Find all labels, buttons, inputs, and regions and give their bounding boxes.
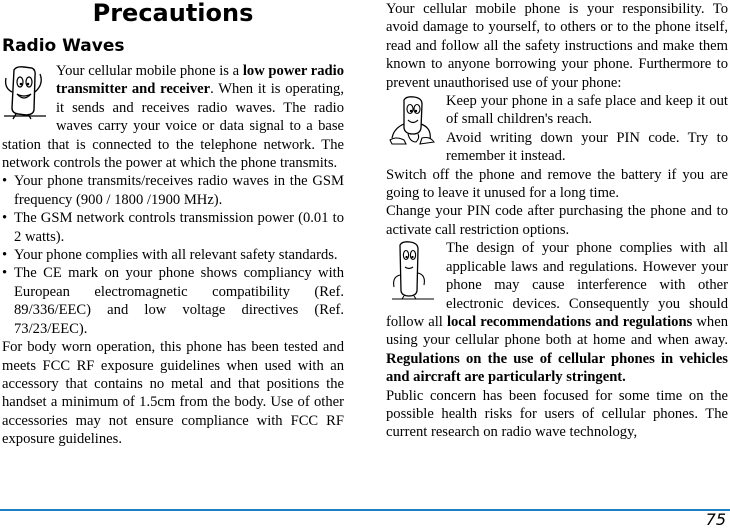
design-text: The design of your phone complies with all applicable laws and regulations. However your phone may cause interference with other electronic devices. Consequently you should follow all bbox=[386, 240, 728, 330]
intro-lead: Your cellular mobile phone is a bbox=[56, 63, 243, 79]
page-number: 75 bbox=[705, 510, 726, 529]
design-rest: when using your cellular phone both at home and when away. bbox=[386, 313, 728, 349]
bullet-list bbox=[2, 172, 344, 338]
phone-mascot-standing-icon bbox=[386, 239, 438, 303]
responsibility-paragraph: Your cellular mobile phone is your responsibility. To avoid damage to yourself, to others or to the phone itself, read and follow all the safety instructions and make them known to anyone borrowing your phone. Furthermore to prevent unauthorised use of your phone: bbox=[386, 1, 728, 91]
phone-mascot-icon bbox=[0, 62, 50, 122]
list-item: • The GSM network controls transmission power (0.01 to 2 watts). bbox=[2, 209, 344, 246]
body-worn-paragraph: For body worn operation, this phone has been tested and meets FCC RF exposure guidelines when used with an accessory that contains no metal and that positions the handset a minimum of 1.5cm from the body. Use of other accessories may not ensure compliance with FCC RF exposure guidelines. bbox=[2, 339, 344, 448]
footer-rule bbox=[0, 509, 730, 511]
right-column bbox=[386, 0, 728, 442]
list-item: • The CE mark on your phone shows compliancy with European electromagnetic compatibility (Ref. 89/336/EEC) and low voltage directives (Ref. 73/23/EEC). bbox=[2, 264, 344, 338]
intro-bold: low power radio transmitter and receiver bbox=[56, 63, 344, 98]
tip-pin-code: Avoid writing down your PIN code. Try to remember it instead. bbox=[446, 129, 728, 165]
public-concern-paragraph: Public concern has been focused for some time on the possible health risks for users of cellular phones. The current research on radio wave technology, bbox=[386, 387, 728, 441]
left-column bbox=[2, 0, 344, 449]
tip-safe-place: Keep your phone in a safe place and keep it out of small children's reach. bbox=[446, 93, 728, 128]
switch-off-paragraph: Switch off the phone and remove the battery if you are going to leave it unused for a long time. bbox=[386, 166, 728, 202]
intro-paragraph bbox=[2, 62, 344, 172]
phone-mascot-kneeling-icon bbox=[386, 92, 438, 148]
section-heading: Radio Waves bbox=[2, 36, 125, 56]
regulations-bold: Regulations on the use of cellular phones in vehicles and aircraft are particularly stringent. bbox=[386, 350, 728, 386]
list-item: • Your phone complies with all relevant safety standards. bbox=[2, 246, 344, 264]
design-bold: local recommendations and regulations bbox=[446, 313, 693, 330]
intro-rest: . When it is operating, it sends and receives radio waves. The radio waves carry your voice or data signal to a base station that is connected to the telephone network. The network controls the power at which the phone transmits. bbox=[2, 81, 344, 172]
list-item: • Your phone transmits/receives radio waves in the GSM frequency (900 / 1800 /1900 MHz). bbox=[2, 172, 344, 209]
page-title: Precautions bbox=[92, 0, 254, 27]
pin-change-paragraph: Change your PIN code after purchasing the phone and to activate call restriction options. bbox=[386, 203, 728, 238]
